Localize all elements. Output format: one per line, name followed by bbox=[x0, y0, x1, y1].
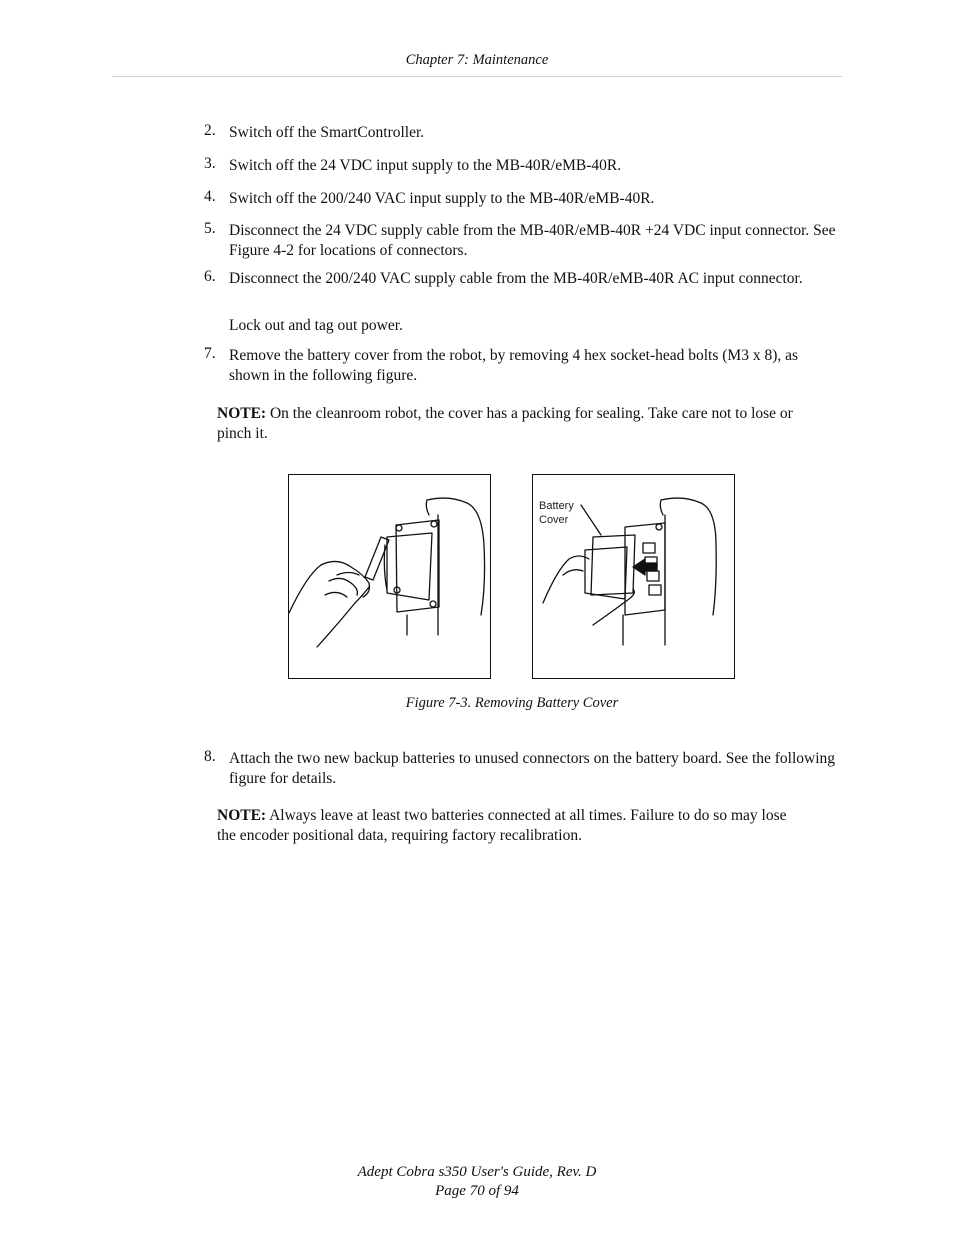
step-text: Switch off the 200/240 VAC input supply to the MB-40R/eMB-40R. bbox=[229, 190, 655, 207]
step-number: 4. bbox=[204, 188, 216, 205]
note-label: NOTE: bbox=[217, 405, 267, 422]
note-batteries bbox=[217, 806, 797, 845]
note-label: NOTE: bbox=[217, 807, 267, 824]
step-number: 5. bbox=[204, 220, 216, 237]
battery-cover-callout-label: Battery Cover bbox=[539, 500, 574, 526]
step-text: Switch off the SmartController. bbox=[229, 124, 425, 141]
step-text: Disconnect the 200/240 VAC supply cable from the MB-40R/eMB-40R AC input connector. bbox=[229, 270, 803, 287]
note-cleanroom bbox=[217, 404, 797, 443]
header-divider bbox=[112, 76, 842, 77]
hex-key-illustration bbox=[289, 475, 490, 678]
page-footer bbox=[0, 1163, 954, 1201]
step-number: 7. bbox=[204, 345, 216, 362]
step-number: 2. bbox=[204, 122, 216, 139]
step-text: Disconnect the 24 VDC supply cable from the MB-40R/eMB-40R +24 VDC input connector. See Figure 4-2 for locations of connectors. bbox=[229, 222, 836, 259]
step-text: Attach the two new backup batteries to unused connectors on the battery board. See the following figure for details. bbox=[229, 750, 836, 787]
note-text: Always leave at least two batteries connected at all times. Failure to do so may lose the encoder positional data, requiring factory recalibration. bbox=[217, 807, 787, 844]
figure-caption: Figure 7-3. Removing Battery Cover bbox=[405, 695, 619, 711]
page-header-title: Chapter 7: Maintenance bbox=[405, 52, 549, 68]
step-text: Switch off the 24 VDC input supply to the MB-40R/eMB-40R. bbox=[229, 157, 622, 174]
step-number: 8. bbox=[204, 748, 216, 765]
step-text: Remove the battery cover from the robot, by removing 4 hex socket-head bolts (M3 x 8), as shown in the following figure. bbox=[229, 347, 799, 384]
footer-page-number: Page 70 of 94 bbox=[435, 1183, 519, 1199]
footer-guide-title: Adept Cobra s350 User's Guide, Rev. D bbox=[357, 1164, 597, 1180]
step-number: 6. bbox=[204, 268, 216, 285]
figure-panel-hex-key bbox=[288, 474, 491, 679]
lockout-text: Lock out and tag out power. bbox=[229, 317, 403, 334]
figure-panel-cover-removed bbox=[532, 474, 735, 679]
step-number: 3. bbox=[204, 155, 216, 172]
note-text: On the cleanroom robot, the cover has a packing for sealing. Take care not to lose or pinch it. bbox=[217, 405, 793, 442]
